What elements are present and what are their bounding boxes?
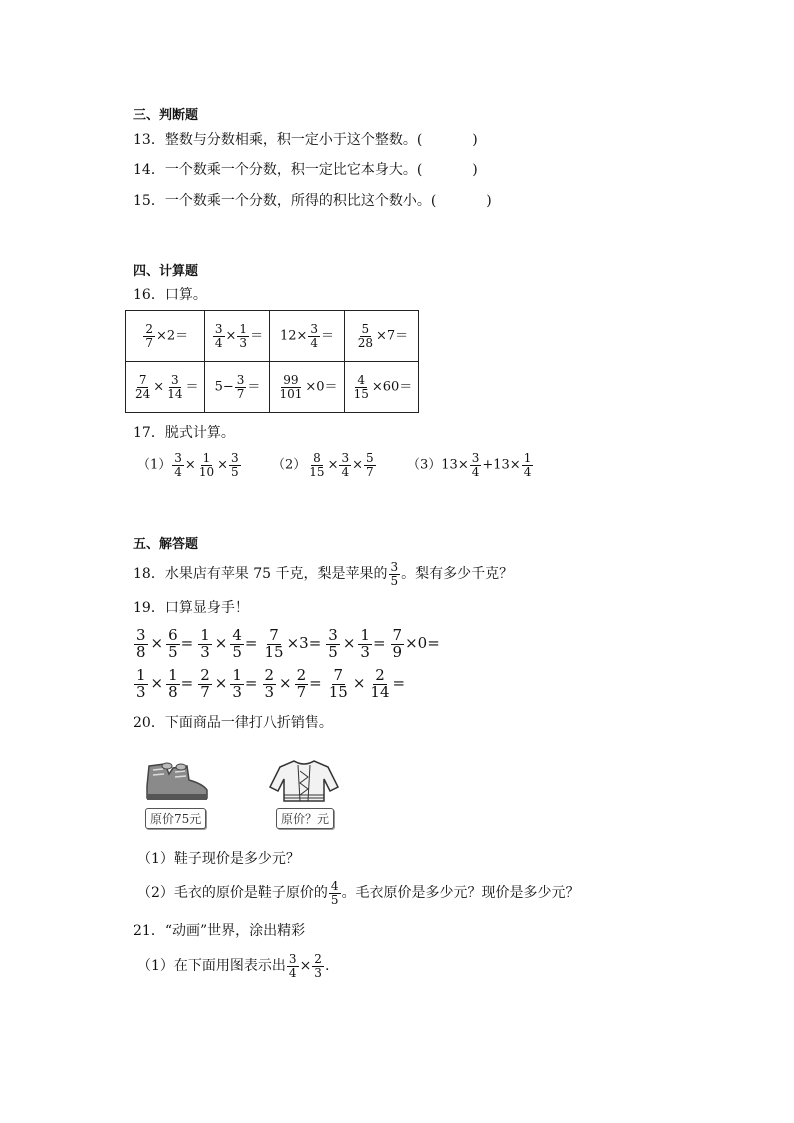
question-18: 18．水果店有苹果 75 千克，梨是苹果的 $\frac{3}{5}$ 。梨有多少千克？ — [133, 560, 514, 588]
calc-cell[interactable]: $\frac{4}{15}$ ×60＝ — [344, 362, 419, 413]
fraction: $\frac{3}{4}$ — [310, 321, 319, 350]
sweater-price-tag: 原价？元 — [276, 808, 334, 829]
fraction: $\frac{3}{14}$ — [167, 372, 183, 401]
expression[interactable]: $\frac{2}{3}$ × $\frac{2}{7}$ = — [264, 666, 322, 701]
fraction: $\frac{1}{3}$ — [200, 626, 210, 661]
expression[interactable]: $\frac{3}{5}$ × $\frac{1}{3}$ = — [328, 626, 386, 661]
question-17-part-3: （3）13× $\frac{3}{4}$ +13× $\frac{1}{4}$ — [407, 451, 532, 479]
question-13-text: 13．整数与分数相乘，积一定小于这个整数。( — [133, 132, 423, 148]
fraction: $\frac{2}{7}$ — [145, 321, 153, 350]
fraction: $\frac{1}{4}$ — [523, 451, 532, 479]
calc-cell[interactable]: $\frac{3}{4}$ × $\frac{1}{3}$ ＝ — [205, 311, 270, 362]
fraction: $\frac{1}{3}$ — [239, 321, 248, 350]
fraction: $\frac{3}{7}$ — [236, 372, 245, 401]
shoe-icon — [143, 758, 213, 804]
calc-cell[interactable]: $\frac{7}{24}$ × $\frac{3}{14}$ ＝ — [126, 362, 205, 413]
question-14-text: 14．一个数乘一个分数，积一定比它本身大。( — [133, 162, 423, 178]
question-16-title: 16．口算。 — [133, 287, 207, 303]
fraction: $\frac{5}{28}$ — [357, 321, 373, 350]
fraction: $\frac{3}{5}$ — [328, 626, 338, 661]
fraction: $\frac{7}{9}$ — [392, 626, 403, 661]
question-21-part-1: （1）在下面用图表示出 $\frac{3}{4}$ × $\frac{2}{3}$ . — [137, 952, 330, 980]
question-20-part-1: （1）鞋子现价是多少元？ — [137, 851, 300, 867]
shoe-price-tag: 原价75元 — [145, 808, 206, 829]
fraction: $\frac{2}{7}$ — [296, 666, 307, 701]
question-20-title: 20．下面商品一律打八折销售。 — [133, 715, 333, 731]
sweater-icon — [268, 757, 340, 805]
expression[interactable]: $\frac{7}{15}$ × $\frac{2}{14}$ = — [328, 666, 406, 701]
question-21-title: 21．“动画”世界，涂出精彩 — [133, 923, 306, 939]
calc-cell[interactable]: $\frac{99}{101}$ ×0＝ — [270, 362, 344, 413]
section-judge-heading: 三、判断题 — [133, 108, 199, 123]
question-19-row-1 — [133, 628, 444, 661]
fraction: $\frac{3}{5}$ — [231, 451, 239, 479]
question-17-title: 17．脱式计算。 — [133, 425, 235, 441]
calc-cell[interactable]: 12× $\frac{3}{4}$ ＝ — [270, 311, 344, 362]
expression[interactable]: $\frac{7}{9}$ ×0= — [392, 626, 440, 661]
fraction: $\frac{1}{3}$ — [360, 626, 370, 661]
calc-cell[interactable]: $\frac{5}{28}$ ×7＝ — [344, 311, 419, 362]
section-calc-heading: 四、计算题 — [133, 264, 199, 279]
expression[interactable]: $\frac{1}{3}$ × $\frac{1}{8}$ = — [136, 666, 194, 701]
fraction: $\frac{6}{5}$ — [168, 626, 178, 661]
fraction: $\frac{4}{15}$ — [353, 372, 369, 401]
question-17-part-2: （2） $\frac{8}{15}$ × $\frac{3}{4}$ × $\frac{5}{7}$ — [272, 451, 374, 479]
expression[interactable]: $\frac{3}{8}$ × $\frac{6}{5}$ = — [136, 626, 194, 661]
question-19-title: 19．口算显身手！ — [133, 600, 249, 616]
fraction: $\frac{3}{4}$ — [214, 321, 223, 350]
fraction: $\frac{5}{7}$ — [366, 451, 374, 479]
fraction: $\frac{2}{14}$ — [370, 666, 390, 701]
question-17-part-1: （1） $\frac{3}{4}$ × $\frac{1}{10}$ × $\frac{3}{5}$ — [137, 451, 239, 479]
fraction: $\frac{2}{3}$ — [264, 666, 275, 701]
question-20-part-2: （2）毛衣的原价是鞋子原价的 $\frac{4}{5}$ 。毛衣原价是多少元？现价是多少元？ — [137, 879, 580, 907]
question-13 — [133, 130, 478, 150]
question-15 — [133, 191, 492, 211]
fraction: $\frac{7}{24}$ — [135, 372, 151, 401]
fraction: $\frac{8}{15}$ — [309, 451, 325, 479]
question-14-close: ) — [472, 162, 478, 178]
expression[interactable]: $\frac{1}{3}$ × $\frac{4}{5}$ = — [200, 626, 258, 661]
fraction: $\frac{4}{5}$ — [232, 626, 242, 661]
mental-math-table — [125, 310, 419, 413]
question-15-close: ) — [486, 193, 492, 209]
question-19-row-2 — [133, 668, 409, 701]
calc-cell[interactable]: $\frac{2}{7}$ ×2＝ — [126, 311, 205, 362]
fraction: $\frac{7}{15}$ — [328, 666, 348, 701]
fraction: $\frac{3}{4}$ — [341, 451, 350, 479]
expression[interactable]: $\frac{7}{15}$ ×3= — [264, 626, 322, 661]
question-14 — [133, 160, 478, 180]
fraction: $\frac{2}{7}$ — [200, 666, 210, 701]
fraction: $\frac{4}{5}$ — [330, 879, 339, 907]
fraction: $\frac{1}{10}$ — [198, 451, 215, 479]
section-solve-heading: 五、解答题 — [133, 537, 199, 552]
fraction: $\frac{3}{8}$ — [136, 626, 146, 661]
fraction: $\frac{3}{4}$ — [288, 952, 297, 980]
fraction: $\frac{99}{101}$ — [279, 372, 303, 401]
fraction: $\frac{3}{4}$ — [174, 451, 182, 479]
question-15-text: 15．一个数乘一个分数，所得的积比这个数小。( — [133, 193, 437, 209]
fraction: $\frac{7}{15}$ — [264, 626, 284, 661]
fraction: $\frac{3}{4}$ — [471, 451, 480, 479]
expression[interactable]: $\frac{2}{7}$ × $\frac{1}{3}$ = — [200, 666, 258, 701]
calc-cell[interactable]: 5− $\frac{3}{7}$ ＝ — [205, 362, 270, 413]
question-13-close: ) — [472, 132, 478, 148]
fraction: $\frac{1}{3}$ — [232, 666, 242, 701]
fraction: $\frac{2}{3}$ — [314, 952, 322, 980]
fraction: $\frac{1}{3}$ — [136, 666, 146, 701]
fraction: $\frac{1}{8}$ — [168, 666, 178, 701]
fraction: $\frac{3}{5}$ — [390, 560, 399, 588]
